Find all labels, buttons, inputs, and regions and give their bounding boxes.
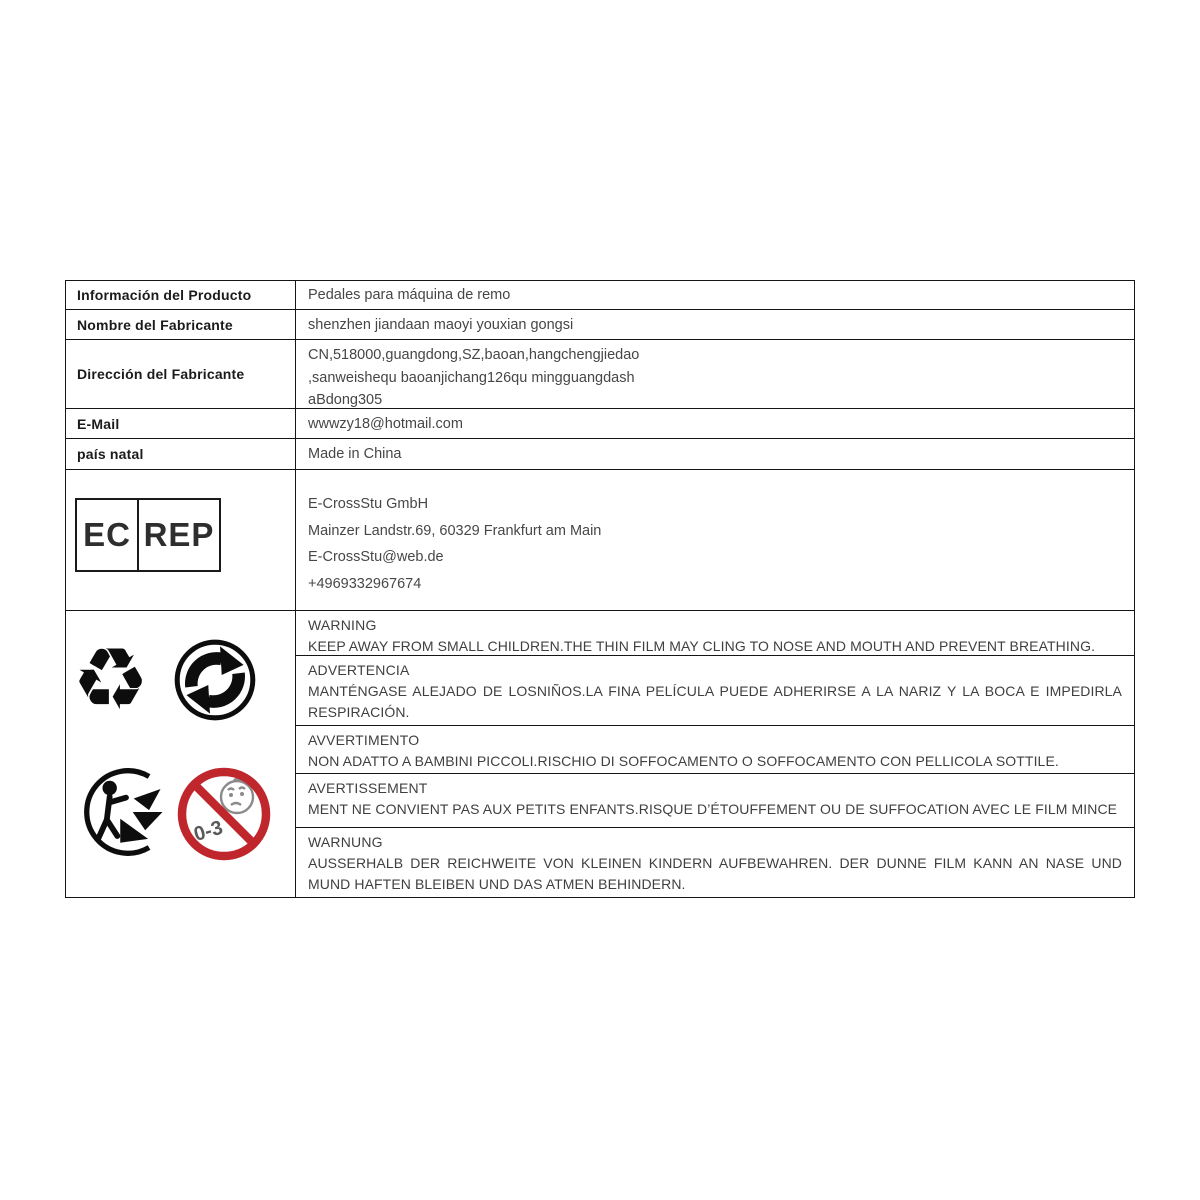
warning-title: WARNING — [308, 617, 377, 633]
row-value-manufacturer-name: shenzhen jiandaan maoyi youxian gongsi — [308, 316, 574, 333]
ec-rep-left-label: EC — [77, 500, 139, 570]
ec-rep-right-label: REP — [143, 516, 215, 553]
address-line: CN,518000,guangdong,SZ,baoan,hangchengjiedao — [308, 347, 640, 363]
warning-text: MENT NE CONVIENT PAS AUX PETITS ENFANTS.RISQUE D’ÉTOUFFEMENT OU DE SUFFOCATION AVEC LE FILM MINCE — [308, 801, 1118, 817]
row-label-manufacturer-address: Dirección del Fabricante — [66, 340, 296, 408]
warning-row-spanish — [296, 656, 1134, 726]
warning-row-french — [296, 774, 1134, 828]
warning-row-italian — [296, 726, 1134, 774]
ec-rep-contact-block — [296, 470, 613, 610]
product-info-table — [65, 280, 1135, 898]
table-row-product-info — [66, 281, 1134, 310]
warning-title: WARNUNG — [308, 834, 383, 850]
ec-rep-phone: +4969332967674 — [308, 575, 422, 592]
ec-rep-cell — [66, 470, 296, 610]
recycling-icon: ♻ — [72, 630, 150, 730]
address-line: ,sanweishequ baoanjichang126qu mingguangdash — [308, 369, 635, 386]
compliance-symbols-cell — [66, 611, 296, 897]
row-value-product-info: Pedales para máquina de remo — [308, 287, 511, 303]
warning-row-english — [296, 611, 1134, 656]
triman-icon — [78, 764, 174, 860]
ec-rep-company: E-CrossStu GmbH — [308, 496, 429, 512]
warning-text: NON ADATTO A BAMBINI PICCOLI.RISCHIO DI SOFFOCAMENTO O SOFFOCAMENTO CON PELLICOLA SOTTILE. — [308, 753, 1059, 769]
ec-rep-icon — [75, 498, 221, 572]
ec-rep-email: E-CrossStu@web.de — [308, 549, 444, 565]
address-line: aBdong305 — [308, 392, 383, 408]
warning-text: AUSSERHALB DER REICHWEITE VON KLEINEN KINDERN AUFBEWAHREN. DER DUNNE FILM KANN AN NASE UND MUND HAFTEN BLEIBEN UND DAS ATMEN BEHINDERN. — [308, 855, 1122, 892]
row-label-product-info: Información del Producto — [66, 281, 296, 309]
warning-title: AVERTISSEMENT — [308, 780, 428, 796]
green-dot-icon — [173, 638, 257, 722]
table-row-manufacturer-address — [66, 340, 1134, 409]
warning-text: MANTÉNGASE ALEJADO DE LOSNIÑOS.LA FINA PELÍCULA PUEDE ADHERIRSE A LA NARIZ Y LA BOCA E IMPEDIRLA RESPIRACIÓN. — [308, 683, 1122, 720]
ec-rep-street-address: Mainzer Landstr.69, 60329 Frankfurt am Main — [308, 522, 602, 539]
row-label-country-of-origin: país natal — [66, 439, 296, 469]
table-row-manufacturer-name — [66, 310, 1134, 340]
row-label-manufacturer-name: Nombre del Fabricante — [66, 310, 296, 339]
warnings-column — [296, 611, 1134, 897]
table-row-ec-rep — [66, 470, 1134, 611]
row-value-manufacturer-address — [296, 340, 1134, 408]
warning-text: KEEP AWAY FROM SMALL CHILDREN.THE THIN FILM MAY CLING TO NOSE AND MOUTH AND PREVENT BREATHING. — [308, 638, 1096, 654]
warnings-section — [66, 611, 1134, 897]
age-warning-0-3-icon — [174, 764, 274, 864]
age-range-label: 0-3 — [191, 816, 226, 846]
row-label-email: E-Mail — [66, 409, 296, 438]
warning-row-german — [296, 828, 1134, 897]
row-value-country-of-origin: Made in China — [308, 446, 402, 462]
row-value-email: wwwzy18@hotmail.com — [308, 415, 463, 432]
table-row-email — [66, 409, 1134, 439]
warning-title: ADVERTENCIA — [308, 662, 410, 678]
table-row-country-of-origin — [66, 439, 1134, 470]
warning-title: AVVERTIMENTO — [308, 732, 420, 748]
